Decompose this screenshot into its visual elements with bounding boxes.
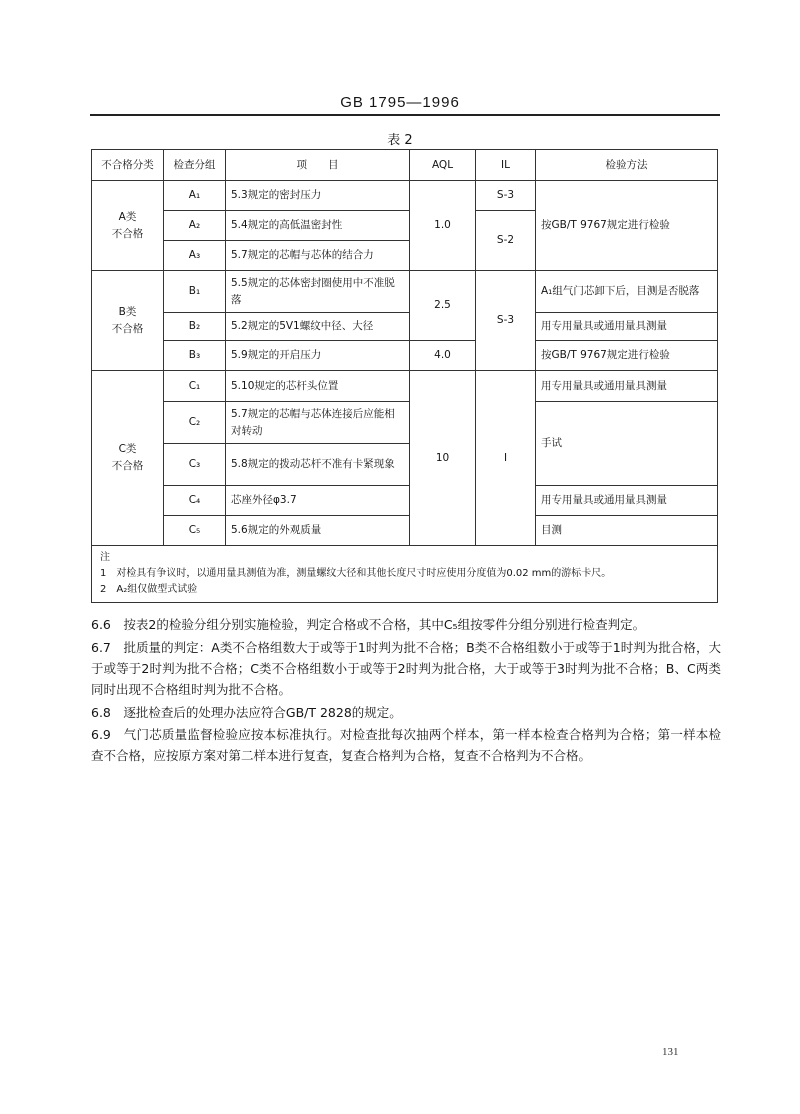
aql-cell: 2.5: [410, 271, 476, 341]
method-cell: A₁组气门芯卸下后，目测是否脱落: [536, 271, 718, 313]
class-cell-a: A类 不合格: [92, 181, 164, 271]
page-number: 131: [662, 1046, 679, 1058]
method-cell: 用专用量具或通用量具测量: [536, 486, 718, 516]
item-cell: 5.8规定的拨动芯杆不准有卡紧现象: [226, 444, 410, 486]
item-cell: 5.7规定的芯帽与芯体连接后应能相对转动: [226, 402, 410, 444]
col-header-il: IL: [476, 150, 536, 181]
il-cell: S-3: [476, 181, 536, 211]
col-header-group: 检查分组: [164, 150, 226, 181]
table-notes: [92, 546, 718, 603]
item-cell: 5.4规定的高低温密封性: [226, 211, 410, 241]
group-cell: A₃: [164, 241, 226, 271]
class-cell-b: B类 不合格: [92, 271, 164, 371]
header-rule: [90, 114, 720, 116]
method-cell: 按GB/T 9767规定进行检验: [536, 181, 718, 271]
item-cell: 5.3规定的密封压力: [226, 181, 410, 211]
group-cell: B₂: [164, 313, 226, 341]
table-row: [92, 516, 718, 546]
item-cell: 5.2规定的5V1螺纹中径、大径: [226, 313, 410, 341]
aql-cell: 4.0: [410, 341, 476, 371]
il-cell: S-2: [476, 211, 536, 271]
clause-6-8: 6.8 逐批检查后的处理办法应符合GB/T 2828的规定。: [91, 705, 402, 720]
group-cell: A₁: [164, 181, 226, 211]
group-cell: C₁: [164, 371, 226, 402]
standard-header: GB 1795—1996: [340, 94, 460, 111]
table-caption: 表 2: [387, 133, 413, 148]
table-row: [92, 371, 718, 402]
group-cell: C₄: [164, 486, 226, 516]
item-cell: 5.9规定的开启压力: [226, 341, 410, 371]
table-row: [92, 181, 718, 211]
method-cell: 目测: [536, 516, 718, 546]
class-cell-c: C类 不合格: [92, 371, 164, 546]
table-row: [92, 313, 718, 341]
group-cell: C₃: [164, 444, 226, 486]
inspection-table: [91, 149, 718, 603]
table-row: [92, 271, 718, 313]
item-cell: 5.7规定的芯帽与芯体的结合力: [226, 241, 410, 271]
method-cell: 手试: [536, 402, 718, 486]
table-notes-row: [92, 546, 718, 603]
method-cell: 按GB/T 9767规定进行检验: [536, 341, 718, 371]
notes-label: 注: [100, 552, 110, 563]
aql-cell: 1.0: [410, 181, 476, 271]
group-cell: C₂: [164, 402, 226, 444]
aql-cell: 10: [410, 371, 476, 546]
table-row: [92, 341, 718, 371]
table-row: [92, 402, 718, 444]
clause-6-6: 6.6 按表2的检验分组分别实施检验，判定合格或不合格，其中C₅组按零件分组分别进行检查判定。: [91, 617, 646, 632]
item-cell: 5.6规定的外观质量: [226, 516, 410, 546]
group-cell: C₅: [164, 516, 226, 546]
item-cell: 芯座外径φ3.7: [226, 486, 410, 516]
il-cell: S-3: [476, 271, 536, 371]
method-cell: 用专用量具或通用量具测量: [536, 371, 718, 402]
note-2: 2 A₂组仅做型式试验: [100, 584, 198, 595]
item-cell: 5.5规定的芯体密封圈使用中不准脱落: [226, 271, 410, 313]
il-cell: I: [476, 371, 536, 546]
clause-6-9: 6.9 气门芯质量监督检验应按本标准执行。对检查批每次抽两个样本，第一样本检查合格判为合格；第一样本检查不合格，应按原方案对第二样本进行复查，复查合格判为合格，复查不合格判为不合格。: [91, 727, 721, 763]
group-cell: A₂: [164, 211, 226, 241]
clause-6-7: 6.7 批质量的判定：A类不合格组数大于或等于1时判为批不合格；B类不合格组数小于或等于1时判为批合格，大于或等于2时判为批不合格；C类不合格组数小于或等于2时判为批合格，大于或等于3时判为批不合格；B、C两类同时出现不合格组时判为批不合格。: [91, 640, 721, 697]
col-header-class: 不合格分类: [92, 150, 164, 181]
note-1: 1 对检具有争议时，以通用量具测值为准，测量螺纹大径和其他长度尺寸时应使用分度值为0.02 mm的游标卡尺。: [100, 568, 612, 579]
table-row: [92, 486, 718, 516]
col-header-item: 项 目: [226, 150, 410, 181]
item-cell: 5.10规定的芯杆头位置: [226, 371, 410, 402]
col-header-method: 检验方法: [536, 150, 718, 181]
group-cell: B₃: [164, 341, 226, 371]
table-header-row: [92, 150, 718, 181]
method-cell: 用专用量具或通用量具测量: [536, 313, 718, 341]
col-header-aql: AQL: [410, 150, 476, 181]
group-cell: B₁: [164, 271, 226, 313]
